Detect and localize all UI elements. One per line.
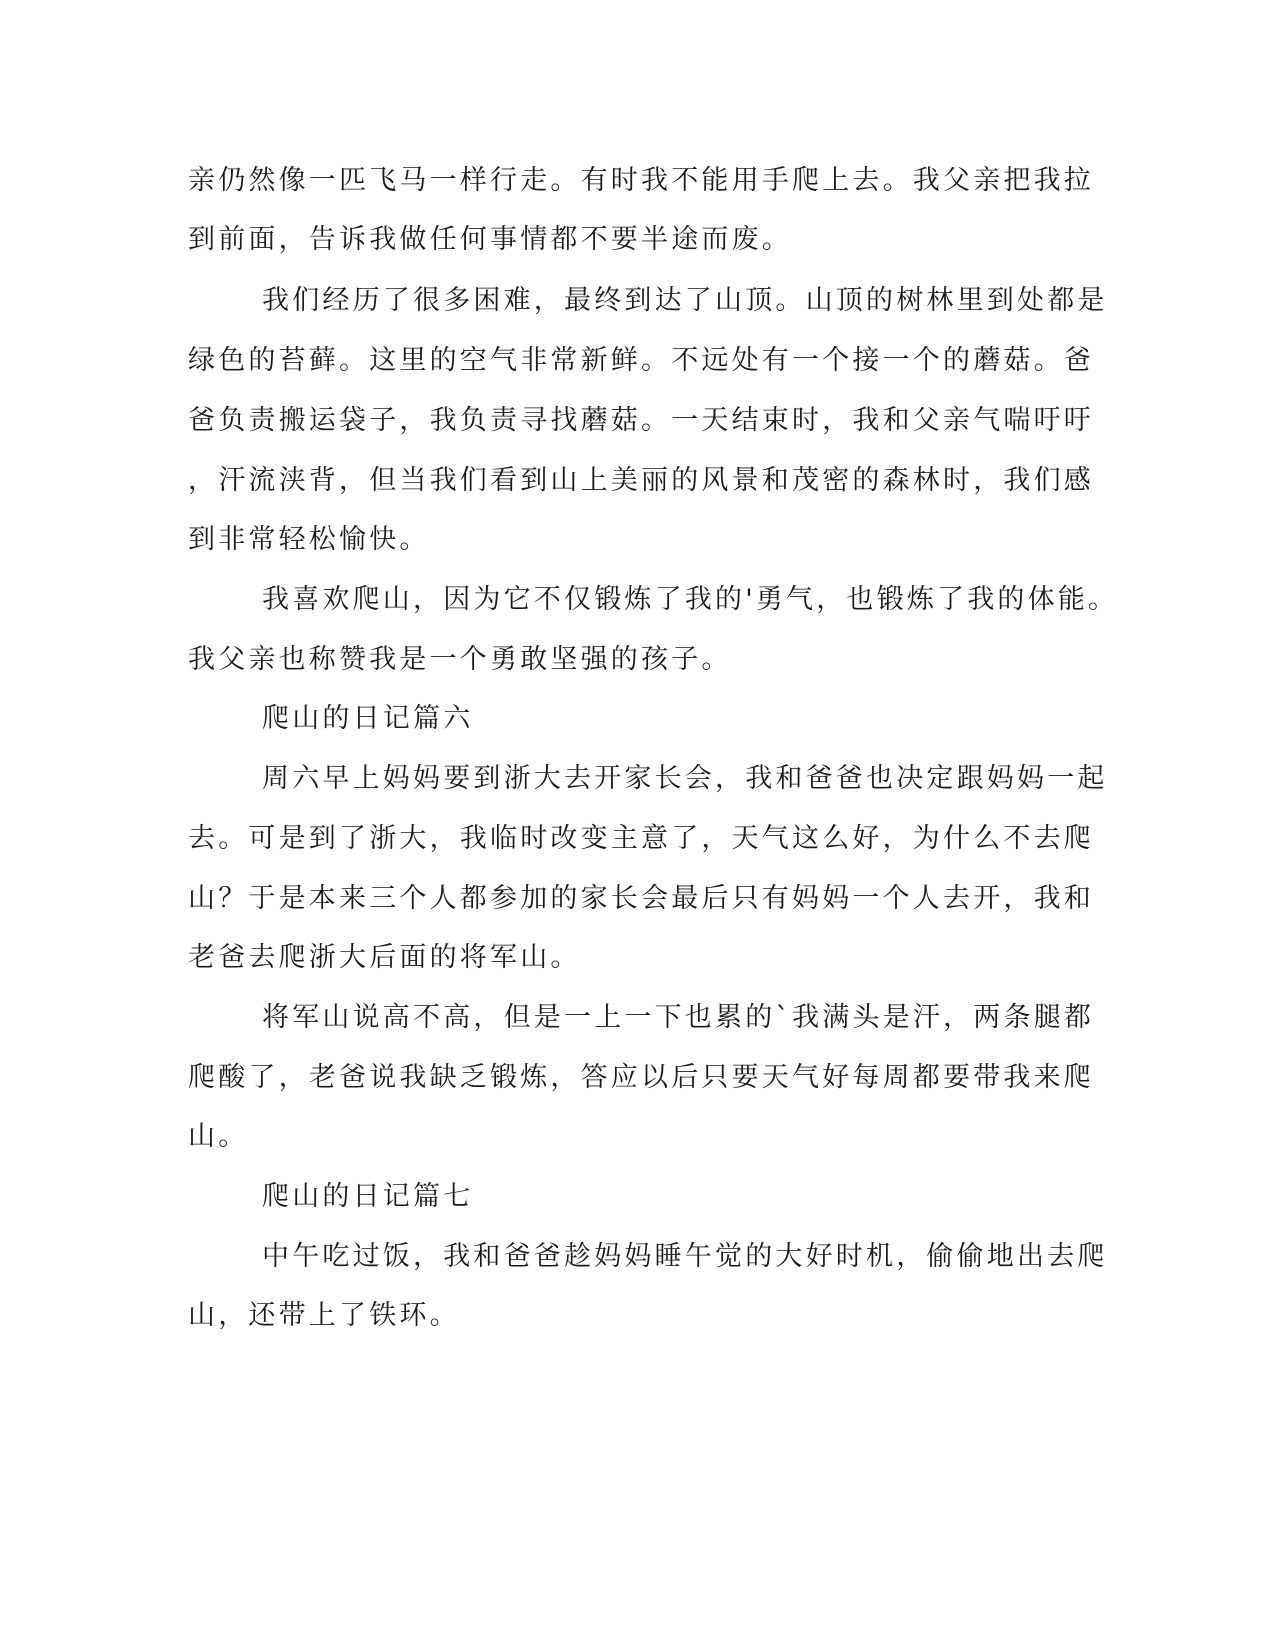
text-line: 山，还带上了铁环。 xyxy=(188,1300,460,1331)
text-line: 到前面，告诉我做任何事情都不要半途而废。 xyxy=(188,224,792,255)
text-line: 爸负责搬运袋子，我负责寻找蘑菇。一天结束时，我和父亲气喘吁吁 xyxy=(188,405,1094,436)
text-line: 去。可是到了浙大，我临时改变主意了，天气这么好，为什么不去爬 xyxy=(188,823,1094,854)
text-line: 绿色的苔藓。这里的空气非常新鲜。不远处有一个接一个的蘑菇。爸 xyxy=(188,345,1094,376)
text-line: 山。 xyxy=(188,1121,249,1152)
paragraph-start-line: 我们经历了很多困难，最终到达了山顶。山顶的树林里到处都是 xyxy=(262,285,1108,316)
paragraph-start-line: 中午吃过饭，我和爸爸趁妈妈睡午觉的大好时机，偷偷地出去爬 xyxy=(262,1241,1108,1272)
text-line: 爬酸了，老爸说我缺乏锻炼，答应以后只要天气好每周都要带我来爬 xyxy=(188,1062,1094,1093)
paragraph-start-line: 我喜欢爬山，因为它不仅锻炼了我的'勇气，也锻炼了我的体能。 xyxy=(262,584,1119,615)
section-heading: 爬山的日记篇七 xyxy=(262,1181,474,1212)
text-line: 亲仍然像一匹飞马一样行走。有时我不能用手爬上去。我父亲把我拉 xyxy=(188,165,1094,196)
text-line: 到非常轻松愉快。 xyxy=(188,524,430,555)
paragraph-start-line: 将军山说高不高，但是一上一下也累的`我满头是汗，两条腿都 xyxy=(262,1002,1095,1033)
section-heading: 爬山的日记篇六 xyxy=(262,703,474,734)
paragraph-start-line: 周六早上妈妈要到浙大去开家长会，我和爸爸也决定跟妈妈一起 xyxy=(262,763,1108,794)
text-line: ，汗流浃背，但当我们看到山上美丽的风景和茂密的森林时，我们感 xyxy=(188,465,1094,496)
text-line: 我父亲也称赞我是一个勇敢坚强的孩子。 xyxy=(188,644,732,675)
text-line: 老爸去爬浙大后面的将军山。 xyxy=(188,942,581,973)
text-line: 山？于是本来三个人都参加的家长会最后只有妈妈一个人去开，我和 xyxy=(188,883,1094,914)
